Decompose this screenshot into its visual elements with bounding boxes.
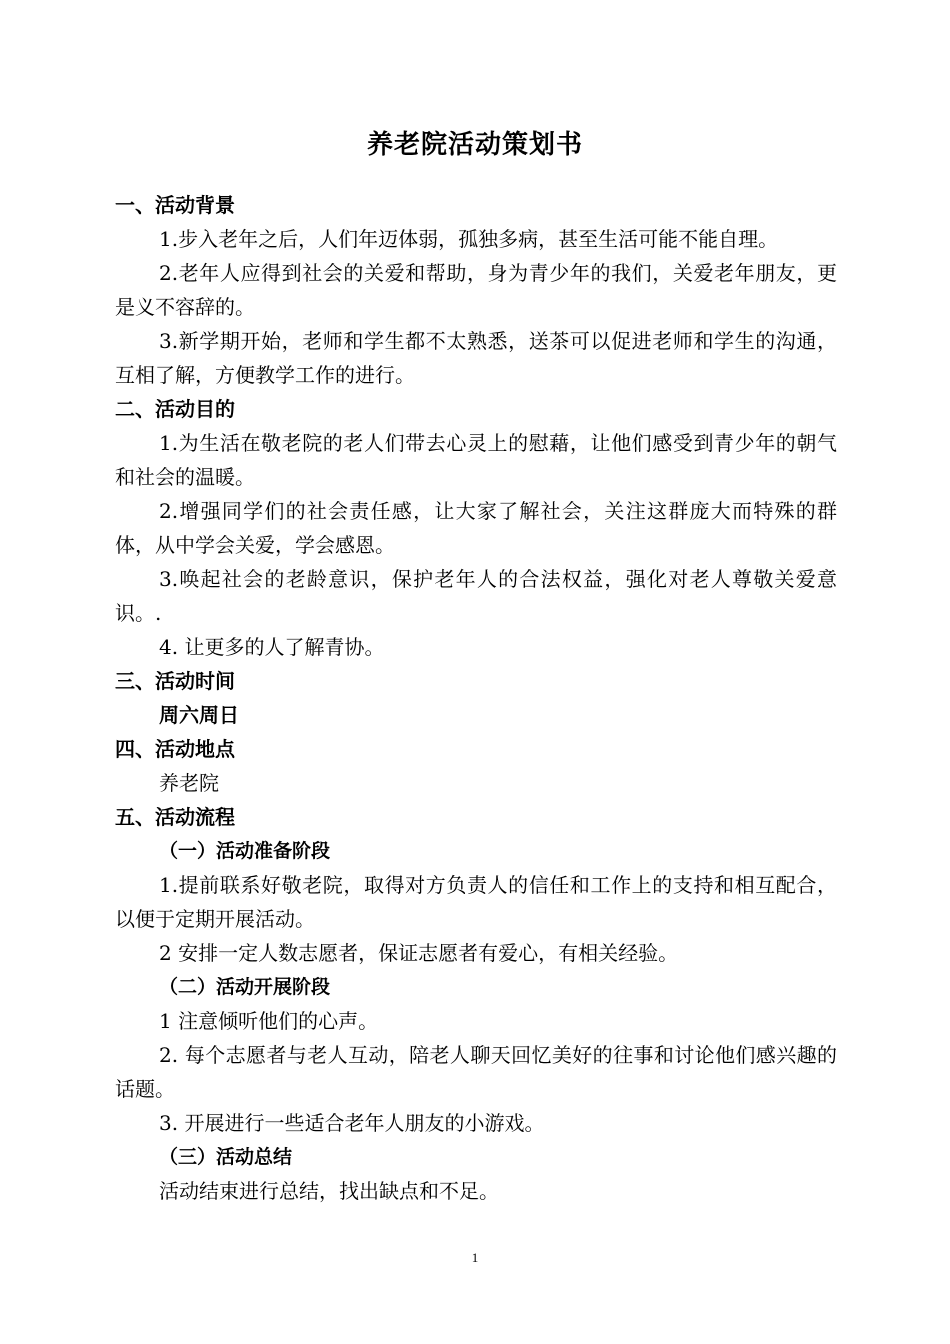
paragraph: 2 安排一定人数志愿者，保证志愿者有爱心，有相关经验。 — [159, 941, 679, 965]
paragraph: 1.为生活在敬老院的老人们带去心灵上的慰藉，让他们感受到青少年的朝气和社会的温暖。 — [115, 431, 837, 489]
subsection-heading-execution: （二）活动开展阶段 — [159, 976, 331, 998]
paragraph: 2. 每个志愿者与老人互动，陪老人聊天回忆美好的往事和讨论他们感兴趣的话题。 — [115, 1043, 837, 1101]
paragraph: 2.老年人应得到社会的关爱和帮助，身为青少年的我们，关爱老年朋友，更是义不容辞的。 — [115, 261, 837, 319]
paragraph: 3.唤起社会的老龄意识，保护老年人的合法权益，强化对老人尊敬关爱意识。. — [115, 567, 837, 625]
paragraph: 活动结束进行总结，找出缺点和不足。 — [159, 1179, 499, 1203]
subsection-heading-preparation: （一）活动准备阶段 — [159, 840, 331, 862]
paragraph: 4. 让更多的人了解青协。 — [159, 635, 385, 659]
paragraph: 1.步入老年之后，人们年迈体弱，孤独多病，甚至生活可能不能自理。 — [159, 227, 779, 251]
paragraph: 1 注意倾听他们的心声。 — [159, 1009, 379, 1033]
section-heading-time: 三、活动时间 — [115, 669, 235, 693]
paragraph: 3.新学期开始，老师和学生都不太熟悉，送茶可以促进老师和学生的沟通，互相了解，方便教学工作的进行。 — [115, 329, 837, 387]
subsection-heading-summary: （三）活动总结 — [159, 1146, 293, 1168]
location-value: 养老院 — [159, 771, 219, 795]
section-heading-process: 五、活动流程 — [115, 805, 235, 829]
paragraph: 2.增强同学们的社会责任感，让大家了解社会，关注这群庞大而特殊的群体，从中学会关爱，学会感恩。 — [115, 499, 837, 557]
document-body — [115, 188, 837, 1208]
section-heading-location: 四、活动地点 — [115, 737, 235, 761]
paragraph: 1.提前联系好敬老院，取得对方负责人的信任和工作上的支持和相互配合，以便于定期开展活动。 — [115, 873, 837, 931]
document-title: 养老院活动策划书 — [366, 130, 583, 160]
page-number: 1 — [471, 1250, 479, 1265]
section-heading-purpose: 二、活动目的 — [115, 397, 235, 421]
paragraph: 3. 开展进行一些适合老年人朋友的小游戏。 — [159, 1111, 545, 1135]
section-heading-background: 一、活动背景 — [115, 193, 235, 217]
time-value: 周六周日 — [159, 703, 239, 727]
